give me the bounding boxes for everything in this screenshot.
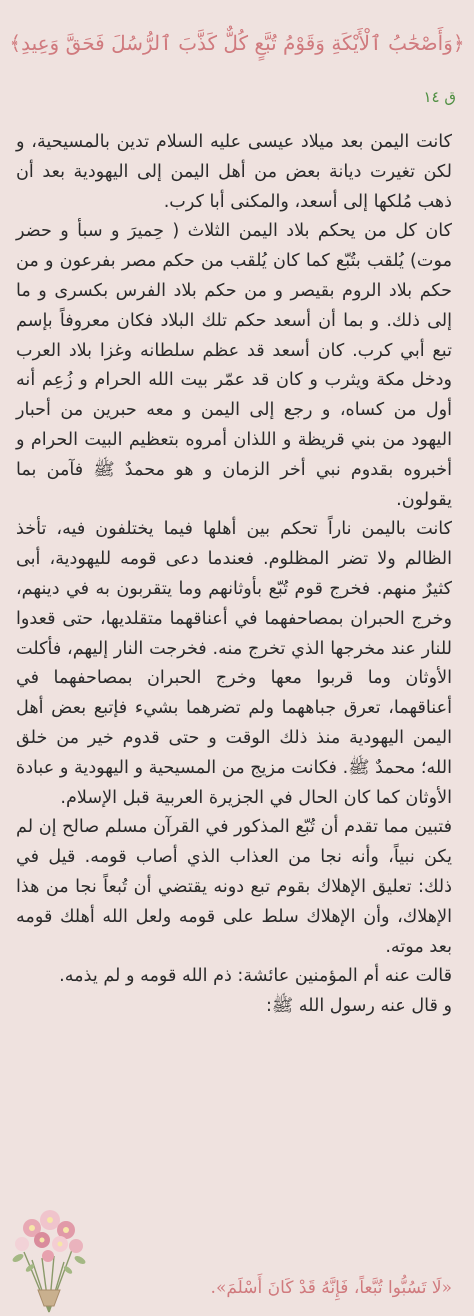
article-body xyxy=(16,128,452,1022)
paragraph: و قال عنه رسول الله ﷺ: xyxy=(265,996,452,1017)
quran-verse: ﴿وَأَصْحَٰبُ ٱلْأَيْكَةِ وَقَوْمُ تُبَّعٍ كُلٌّ كَذَّبَ ٱلرُّسُلَ فَحَقَّ وَعِيدِ﴾ xyxy=(9,31,465,55)
paragraph: قالت عنه أم المؤمنين عائشة: ذم الله قومه و لم يذمه. xyxy=(59,966,452,987)
paragraph: كان كل من يحكم بلاد اليمن الثلاث ( حِميرَ و سبأ و حضر موت) يُلقب بتُبّع كما كان يُلقب من حكم مصر بفرعون و من حكم بلاد الروم بقيصر و من حكم بلاد الفرس بكسرى و ما إلى ذلك. و بما أن أسعد حكم تلك البلاد فكان معروفاً بإسم تبع أبي كرب. كان أسعد قد عظم سلطانه وغزا بلاد العرب ودخل مكة ويثرب و كان قد عمّر بيت الله الحرام و زُعِم أنه أول من كساه، و رجع إلى اليمن و معه حبرين من أحبار اليهود من بني قريظة و اللذان أمروه بتعظيم البيت الحرام و أخبروه بقدوم نبي أخر الزمان و هو محمدٌ ﷺ فآمن بما يقولون. xyxy=(16,221,452,510)
paragraph: فتبين مما تقدم أن تُبّع المذكور في القرآن مسلم صالح إن لم يكن نبياً، وأنه نجا من العذاب الذي أصاب قومه. قيل في ذلك: تعليق الإهلاك بقوم تبع دونه يقتضي أن تُبعاً نجا من هذا الإهلاك، وأن الإهلاك سلط على قومه ولعل الله أهلك قومه بعد موته. xyxy=(16,817,452,957)
verse-reference: ق ١٤ xyxy=(423,88,456,106)
flower-bouquet-icon xyxy=(2,1194,96,1316)
paragraph: كانت باليمن ناراً تحكم بين أهلها فيما يختلفون فيه، تأخذ الظالم ولا تضر المظلوم. فعندما دعى قومه لليهودية، أبى كثيرٌ منهم. فخرج قوم تُبّع بأوثانهم وما يتقربون به في دينهم، وخرج الحبران بمصاحفهما في أعناقهما متقلديها، حتى قعدوا للنار عند مخرجها الذي تخرج منه. فخرجت النار إليهم، فأكلت الأوثان وما قربوا معها وخرج الحبران بمصاحفهما في أعناقهما، تعرق جباههما ولم تضرهما بشيء فإتبع بعض أهل اليمن اليهودية منذ ذلك الوقت و حتى قدوم خير من خلق الله؛ محمدٌ ﷺ. فكانت مزيج من المسيحية و اليهودية و عبادة الأوثان كما كان الحال في الجزيرة العربية قبل الإسلام. xyxy=(16,519,452,808)
hadith-quote: «لَا تَسُبُّوا تُبَّعاً، فَإِنَّهُ قَدْ كَانَ أَسْلَمَ». xyxy=(210,1278,452,1298)
paragraph: كانت اليمن بعد ميلاد عيسى عليه السلام تدين بالمسيحية، و لكن تغيرت ديانة بعض من أهل اليمن إلى اليهودية بعد أن ذهب مُلكها إلى أسعد، والمكنى أبا كرب. xyxy=(16,132,452,212)
